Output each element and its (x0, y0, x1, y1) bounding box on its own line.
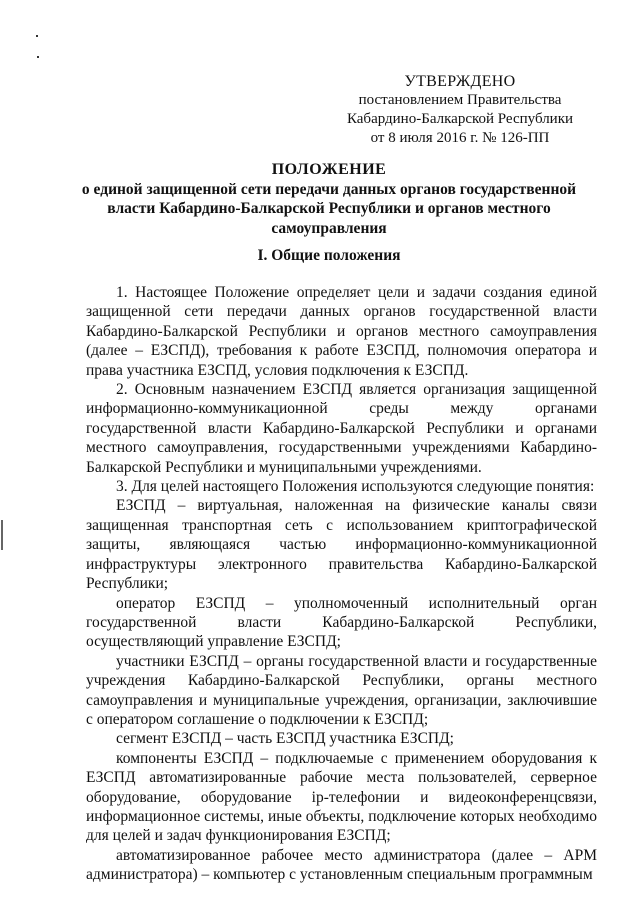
paragraph: оператор ЕЗСПД – уполномоченный исполнительный орган государственной власти Кабардино-Балкарской Республики, осуществляющий управление ЕЗСПД; (86, 594, 597, 651)
approval-heading: УТВЕРЖДЕНО (404, 73, 516, 90)
approval-line: постановлением Правительства (358, 92, 562, 108)
document-body (86, 283, 597, 885)
paragraph: сегмент ЕЗСПД – часть ЕЗСПД участника ЕЗСПД; (116, 730, 454, 748)
approval-line: Кабардино-Балкарской Республики (346, 111, 574, 127)
approval-stamp (340, 72, 580, 148)
document-subtitle: о единой защищенной сети передачи данных органов государственной власти Кабардино-Балкарской Республики и органов местного самоуправления (81, 180, 577, 237)
section-heading: I. Общие положения (257, 247, 401, 264)
approval-line: от 8 июля 2016 г. № 126-ПП (370, 130, 550, 146)
scan-mark (1, 520, 3, 550)
paragraph: 1. Настоящее Положение определяет цели и задачи создания единой защищенной сети передачи данных органов государственной власти Кабардино-Балкарской Республики и органов местного самоуправления (далее – ЕЗСПД), требования к работе ЕЗСПД, полномочия оператора и права участника ЕЗСПД, условия подключения к ЕЗСПД. (86, 284, 597, 379)
scan-mark (37, 56, 39, 58)
paragraph: участники ЕЗСПД – органы государственной власти и государственные учреждения Кабардино-Балкарской Республики, органы местного самоуправления и муниципальные учреждения, организации, заключившие с оператором соглашение о подключении к ЕЗСПД; (86, 652, 597, 728)
paragraph: компоненты ЕЗСПД – подключаемые с применением оборудования к ЕЗСПД автоматизированные рабочие места пользователей, серверное оборудование, оборудование ip-телефонии и видеоконференцсвязи, информационное системы, иные объекты, подключение которых необходимо для целей и задач функционирования ЕЗСПД; (86, 749, 597, 845)
paragraph: автоматизированное рабочее место администратора (далее – АРМ администратора) – компьютер с установленным специальным программным (86, 846, 597, 884)
scan-mark (36, 35, 38, 37)
document-title-block (60, 160, 598, 238)
paragraph: 2. Основным назначением ЕЗСПД является организация защищенной информационно-коммуникационной среды между органами государственной власти Кабардино-Балкарской Республики и органами местного самоуправления, государственными учреждениями Кабардино-Балкарской Республики и муниципальными учреждениями. (86, 381, 597, 476)
paragraph: 3. Для целей настоящего Положения используются следующие понятия: (116, 478, 595, 496)
document-title: ПОЛОЖЕНИЕ (271, 161, 387, 178)
paragraph: ЕЗСПД – виртуальная, наложенная на физические каналы связи защищенная транспортная сеть с использованием криптографической защиты, являющаяся частью информационно-коммуникационной инфраструктуры электронного правительства Кабардино-Балкарской Республики; (86, 497, 597, 593)
